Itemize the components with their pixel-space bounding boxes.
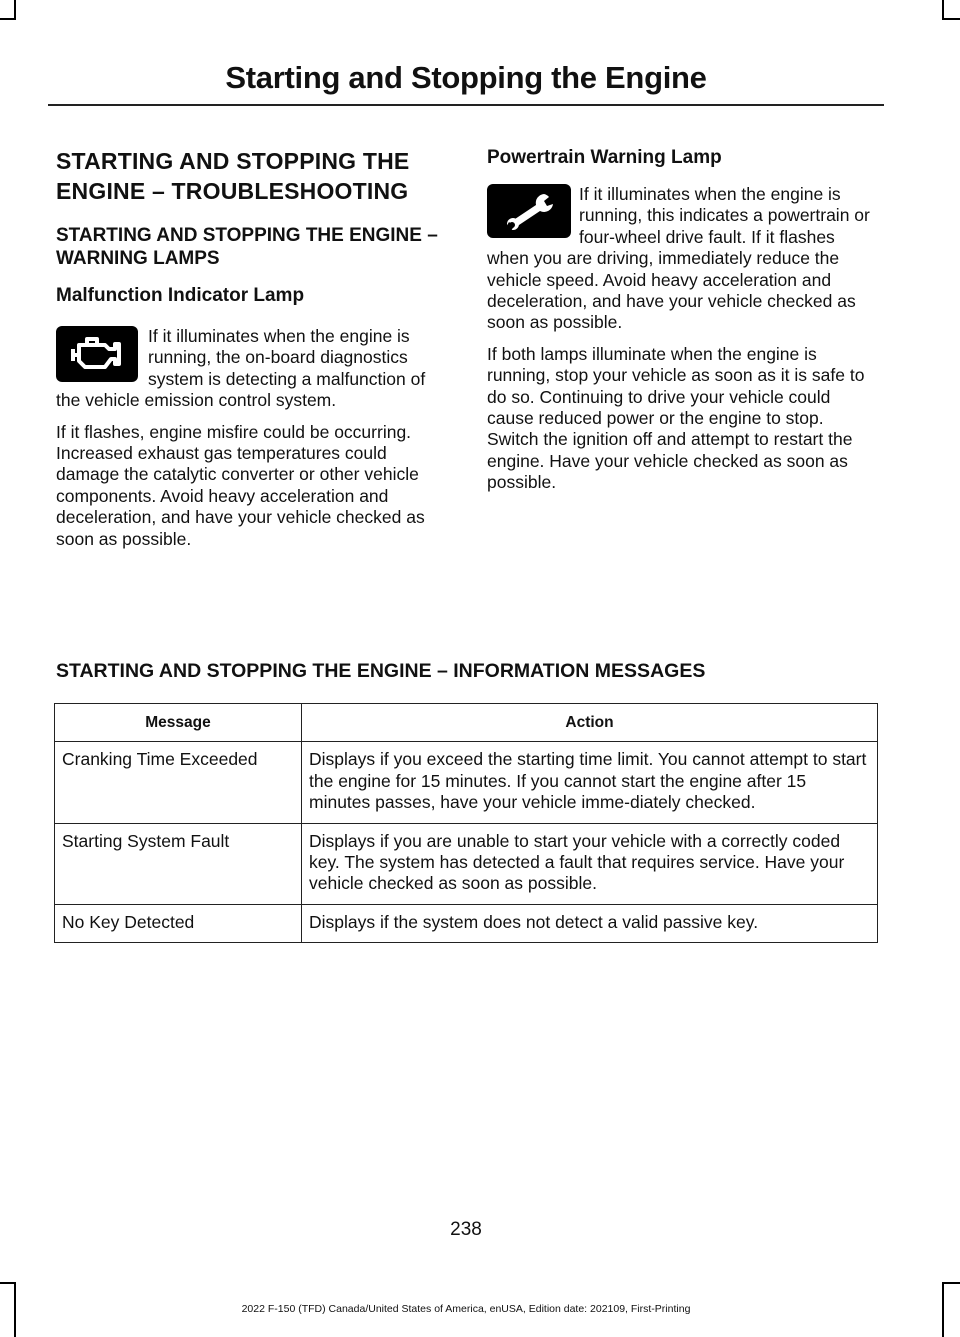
action-cell: Displays if you exceed the starting time limit. You cannot attempt to start the engine for 15 minutes. If you cannot start the engine after 15 minutes passes, have your vehicle imme-diately checked. <box>302 742 878 823</box>
section-title: STARTING AND STOPPING THE ENGINE – TROUBLESHOOTING <box>56 148 410 204</box>
crop-mark <box>942 18 960 20</box>
mil-block <box>56 326 448 412</box>
crop-mark <box>942 1282 944 1337</box>
table-row <box>55 823 878 904</box>
crop-mark <box>0 18 16 20</box>
crop-mark <box>942 0 944 20</box>
crop-mark <box>0 1282 16 1284</box>
message-cell: Cranking Time Exceeded <box>55 742 302 823</box>
subsection-title: STARTING AND STOPPING THE ENGINE – WARNING LAMPS <box>56 225 438 269</box>
powertrain-heading: Powertrain Warning Lamp <box>487 147 722 168</box>
column-header-message: Message <box>55 704 302 742</box>
check-engine-icon <box>56 326 138 382</box>
action-cell: Displays if the system does not detect a valid passive key. <box>302 904 878 942</box>
message-cell: No Key Detected <box>55 904 302 942</box>
right-column <box>487 146 879 504</box>
left-column <box>56 146 448 560</box>
powertrain-block <box>487 184 879 334</box>
messages-table <box>54 703 878 943</box>
messages-section-title: STARTING AND STOPPING THE ENGINE – INFORMATION MESSAGES <box>56 660 706 682</box>
footer-edition-info: 2022 F-150 (TFD) Canada/United States of America, enUSA, Edition date: 202109, First-Printing <box>241 1303 691 1315</box>
mil-paragraph-2: If it flashes, engine misfire could be occurring. Increased exhaust gas temperatures could damage the catalytic converter or other vehicle components. Avoid heavy acceleration and deceleration, and have your vehicle checked as soon as possible. <box>56 421 425 549</box>
header-rule <box>48 104 884 106</box>
message-cell: Starting System Fault <box>55 823 302 904</box>
column-header-action: Action <box>302 704 878 742</box>
crop-mark <box>942 1282 960 1284</box>
page-number: 238 <box>450 1219 482 1240</box>
table-row <box>55 904 878 942</box>
mil-paragraph-1: If it illuminates when the engine is running, the on-board diagnostics system is detecting a malfunction of the vehicle emission control system. <box>56 326 426 411</box>
page-header-title: Starting and Stopping the Engine <box>225 60 707 95</box>
powertrain-paragraph-2: If both lamps illuminate when the engine is running, stop your vehicle as soon as it is safe to do so. Continuing to drive your vehicle could cause reduced power or the engine to stop. Switch the ignition off and attempt to restart the engine. Have your vehicle checked as soon as possible. <box>487 343 865 493</box>
mil-heading: Malfunction Indicator Lamp <box>56 285 305 306</box>
crop-mark <box>14 0 16 20</box>
action-cell: Displays if you are unable to start your vehicle with a correctly coded key. The system has detected a fault that requires service. Have your vehicle checked as soon as possible. <box>302 823 878 904</box>
powertrain-paragraph-1: If it illuminates when the engine is running, this indicates a powertrain or four-wheel drive fault. If it flashes when you are driving, immediately reduce the vehicle speed. Avoid heavy acceleration and deceleration, and have your vehicle checked as soon as possible. <box>487 184 870 333</box>
table-header-row <box>55 704 878 742</box>
table-row <box>55 742 878 823</box>
wrench-icon <box>487 184 571 238</box>
